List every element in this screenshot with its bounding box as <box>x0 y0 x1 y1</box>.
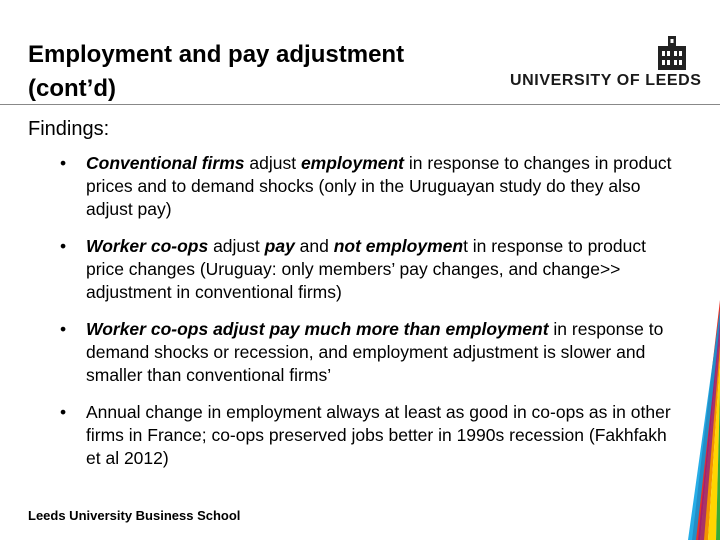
bullet-text: and <box>294 236 334 256</box>
finding-bullet-1 <box>60 152 680 221</box>
emphasis-text: employment <box>300 153 405 173</box>
bullet-text: adjust <box>244 153 301 173</box>
emphasis-text: pay <box>264 236 295 256</box>
decorative-stripes <box>670 0 720 540</box>
findings-list <box>60 152 680 484</box>
bullet-text: Annual change in employment always at least as good in co-ops as in other firms in France; co-ops preserved jobs better in 1990s recession (Fakhfakh et al 2012) <box>86 402 671 468</box>
bullet-text: adjust <box>208 236 265 256</box>
bullet-marker: • <box>60 319 67 339</box>
title-line-2: (cont’d) <box>28 75 116 102</box>
slide-title <box>28 38 488 106</box>
bullet-marker: • <box>60 402 67 422</box>
bullet-marker: • <box>60 236 67 256</box>
finding-bullet-3 <box>60 318 680 387</box>
finding-bullet-2 <box>60 235 680 304</box>
emphasis-text: Conventional firms <box>86 153 245 173</box>
title-line-1: Employment and pay adjustment <box>28 41 405 68</box>
emphasis-text: Worker co-ops <box>86 236 209 256</box>
bullet-text: in response to changes in product prices and to demand shocks (only in the Uruguayan study do they also adjust pay) <box>86 153 672 219</box>
bullet-marker: • <box>60 153 67 173</box>
emphasis-text: not employmen <box>333 236 464 256</box>
findings-heading: Findings: <box>28 118 110 140</box>
emphasis-text: Worker co-ops adjust pay much more than employment <box>86 319 549 339</box>
bullet-text: in response to demand shocks or recession, and employment adjustment is slower and smaller than conventional firms’ <box>86 319 664 385</box>
finding-bullet-4 <box>60 401 680 470</box>
footer-school-name: Leeds University Business School <box>28 508 241 523</box>
logo-text: UNIVERSITY OF LEEDS <box>510 72 702 89</box>
header-divider <box>0 104 720 105</box>
bullet-text: t in response to product price changes (Uruguay: only members’ pay changes, and change>> adjustment in conventional firms) <box>86 236 646 302</box>
